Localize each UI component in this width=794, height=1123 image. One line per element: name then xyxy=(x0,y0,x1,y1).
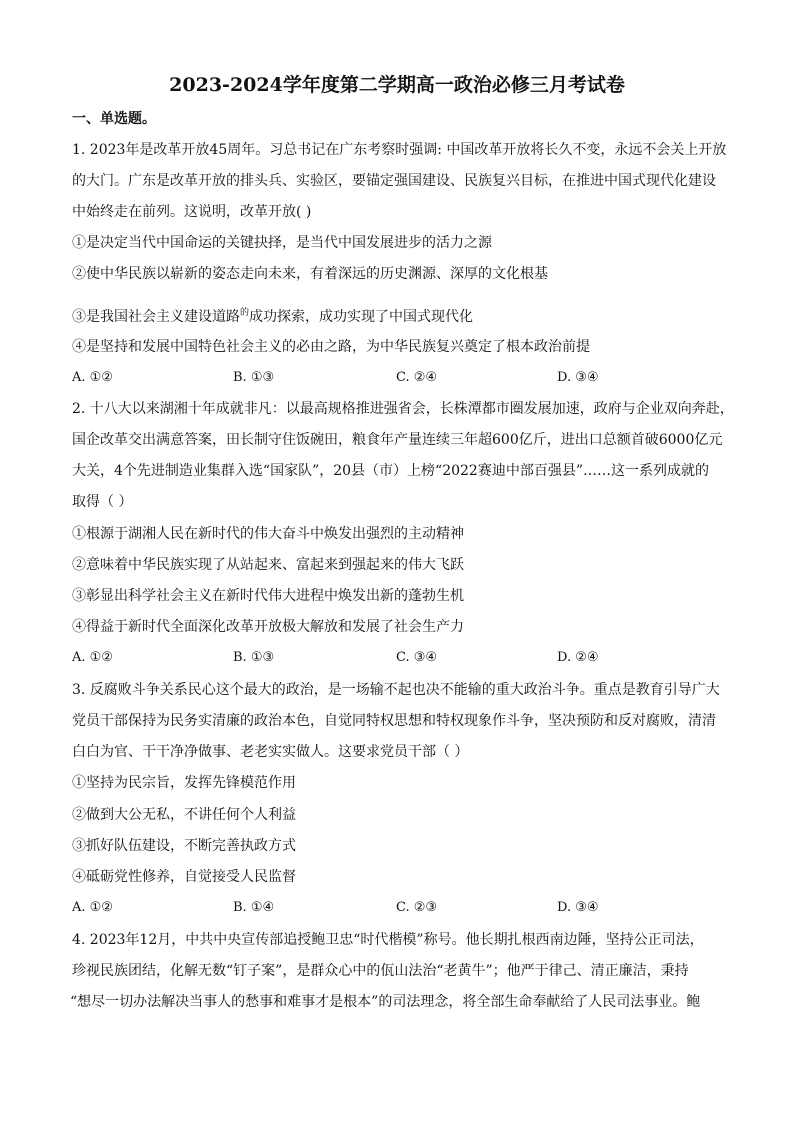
q2-option-c: C. ③④ xyxy=(396,650,438,665)
q4-line-2: 珍视民族团结，化解无数“钉子案”，是群众心中的佤山法治“老黄牛”；他严于律己、清正廉洁，秉持 xyxy=(72,963,689,979)
q2-choice-1: ①根源于湖湘人民在新时代的伟大奋斗中焕发出强烈的主动精神 xyxy=(72,526,464,542)
q3-option-c: C. ②③ xyxy=(396,900,438,915)
q4-line-1: 4. 2023年12月，中共中央宣传部追授鲍卫忠“时代楷模”称号。他长期扎根西南边陲，坚持公正司法， xyxy=(72,932,704,948)
q1-choice-1: ①是决定当代中国命运的关键抉择，是当代中国发展进步的活力之源 xyxy=(72,235,492,251)
q2-option-a: A. ①② xyxy=(72,650,113,665)
q3-option-d: D. ③④ xyxy=(557,900,599,915)
q2-line-1: 2. 十八大以来湖湘十年成就非凡：以最高规格推进强省会，长株潭都市圈发展加速，政府与企业双向奔赴， xyxy=(72,401,734,417)
q3-line-3: 白白为官、干干净净做事、老老实实做人。这要求党员干部（ ） xyxy=(72,744,469,760)
q2-line-4: 取得（ ） xyxy=(72,494,133,510)
q3-option-b: B. ①④ xyxy=(233,900,275,915)
q3-line-2: 党员干部保持为民务实清廉的政治本色，自觉同特权思想和特权现象作斗争，坚决预防和反对腐败，清清 xyxy=(72,713,716,729)
q1-option-c: C. ②④ xyxy=(396,370,438,385)
q3-choice-3: ③抓好队伍建设，不断完善执政方式 xyxy=(72,838,296,854)
q2-option-b: B. ①③ xyxy=(233,650,275,665)
q1-choice-3-superscript: 的 xyxy=(240,308,250,318)
q1-option-b: B. ①③ xyxy=(233,370,275,385)
q1-choice-3 xyxy=(72,304,473,326)
q1-choice-3-part-2: 成功探索，成功实现了中国式现代化 xyxy=(249,309,474,325)
page-title: 2023-2024学年度第二学期高一政治必修三月考试卷 xyxy=(169,74,625,96)
q1-line-2: 的大门。广东是改革开放的排头兵、实验区，要锚定强国建设、民族复兴目标，在推进中国式现代化建设 xyxy=(72,173,716,189)
q2-option-d: D. ②④ xyxy=(557,650,599,665)
q3-line-1: 3. 反腐败斗争关系民心这个最大的政治，是一场输不起也决不能输的重大政治斗争。重点是教育引导广大 xyxy=(72,682,720,698)
q1-line-3: 中始终走在前列。这说明，改革开放( ) xyxy=(72,204,312,220)
q1-line-1: 1. 2023年是改革开放45周年。习总书记在广东考察时强调: 中国改革开放将长久不变，永远不会关上开放 xyxy=(72,142,727,158)
q2-choice-4: ④得益于新时代全面深化改革开放极大解放和发展了社会生产力 xyxy=(72,619,464,635)
q1-choice-4: ④是坚持和发展中国特色社会主义的必由之路，为中华民族复兴奠定了根本政治前提 xyxy=(72,339,590,355)
q1-option-d: D. ③④ xyxy=(557,370,599,385)
q1-choice-3-part-1: ③是我国社会主义建设道路 xyxy=(72,309,240,325)
q2-line-2: 国企改革交出满意答案，田长制守住饭碗田，粮食年产量连续三年超600亿斤，进出口总额首破6000亿元 xyxy=(72,432,723,448)
q2-choice-3: ③彰显出科学社会主义在新时代伟大进程中焕发出新的蓬勃生机 xyxy=(72,588,464,604)
q3-choice-1: ①坚持为民宗旨，发挥先锋模范作用 xyxy=(72,775,296,791)
section-heading: 一、单选题。 xyxy=(72,111,156,127)
q2-line-3: 大关，4个先进制造业集群入选“国家队”，20县（市）上榜“2022赛迪中部百强县”……这一系列成就的 xyxy=(72,463,709,479)
q3-choice-2: ②做到大公无私，不讲任何个人利益 xyxy=(72,807,296,823)
q1-choice-2: ②使中华民族以崭新的姿态走向未来，有着深远的历史渊源、深厚的文化根基 xyxy=(72,266,548,282)
q1-option-a: A. ①② xyxy=(72,370,113,385)
q3-option-a: A. ①② xyxy=(72,900,113,915)
q3-choice-4: ④砥砺党性修养，自觉接受人民监督 xyxy=(72,869,296,885)
q4-line-3: “想尽一切办法解决当事人的愁事和难事才是根本”的司法理念，将全部生命奉献给了人民司法事业。鲍 xyxy=(70,994,701,1010)
q2-choice-2: ②意味着中华民族实现了从站起来、富起来到强起来的伟大飞跃 xyxy=(72,557,464,573)
